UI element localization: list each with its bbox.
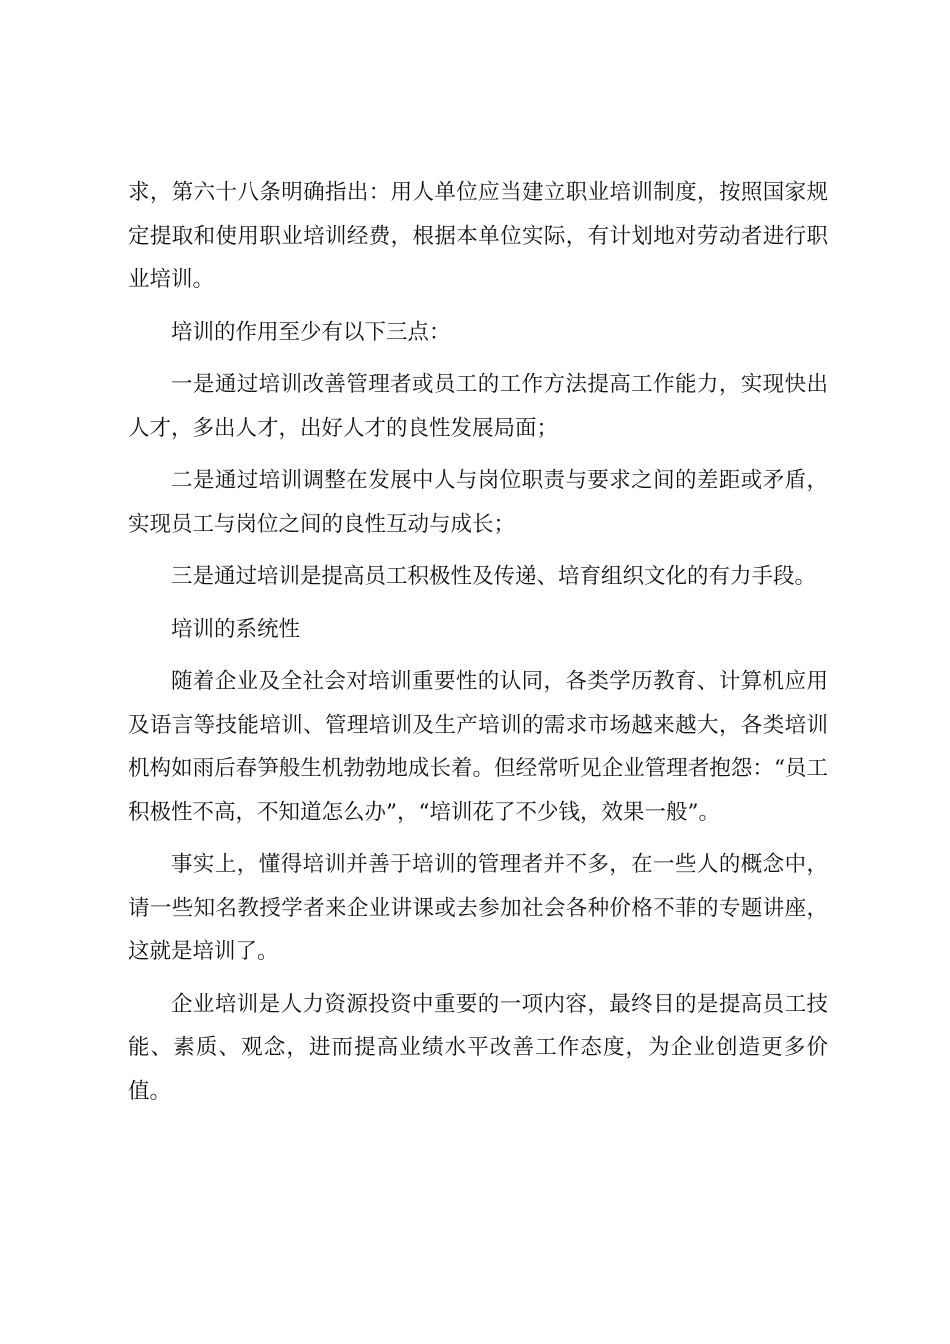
paragraph-continuation: 求，第六十八条明确指出：用人单位应当建立职业培训制度，按照国家规定提取和使用职业培训经费，根据本单位实际，有计划地对劳动者进行职业培训。 xyxy=(128,180,828,292)
paragraph-point-one: 一是通过培训改善管理者或员工的工作方法提高工作能力，实现快出人才，多出人才，出好人才的良性发展局面； xyxy=(128,372,828,441)
paragraph-point-two: 二是通过培训调整在发展中人与岗位职责与要求之间的差距或矛盾，实现员工与岗位之间的良性互动与成长； xyxy=(128,468,828,537)
document-body xyxy=(128,171,828,1122)
paragraph-training-roles-intro: 培训的作用至少有以下三点： xyxy=(171,319,451,345)
paragraph-point-three: 三是通过培训是提高员工积极性及传递、培育组织文化的有力手段。 xyxy=(171,564,817,589)
paragraph-training-purpose: 企业培训是人力资源投资中重要的一项内容，最终目的是提高员工技能、素质、观念，进而提高业绩水平改善工作态度，为企业创造更多价值。 xyxy=(128,991,828,1104)
section-heading-training-systematic: 培训的系统性 xyxy=(171,616,301,642)
paragraph-training-market: 随着企业及全社会对培训重要性的认同，各类学历教育、计算机应用及语言等技能培训、管理培训及生产培训的需求市场越来越大，各类培训机构如雨后春笋般生机勃勃地成长着。但经常听见企业管理者抱怨：“员工积极性不高，不知道怎么办”，“培训花了不少钱，效果一般”。 xyxy=(128,669,828,825)
paragraph-managers-understanding: 事实上，懂得培训并善于培训的管理者并不多，在一些人的概念中，请一些知名教授学者来企业讲课或去参加社会各种价格不菲的专题讲座，这就是培训了。 xyxy=(128,852,828,964)
